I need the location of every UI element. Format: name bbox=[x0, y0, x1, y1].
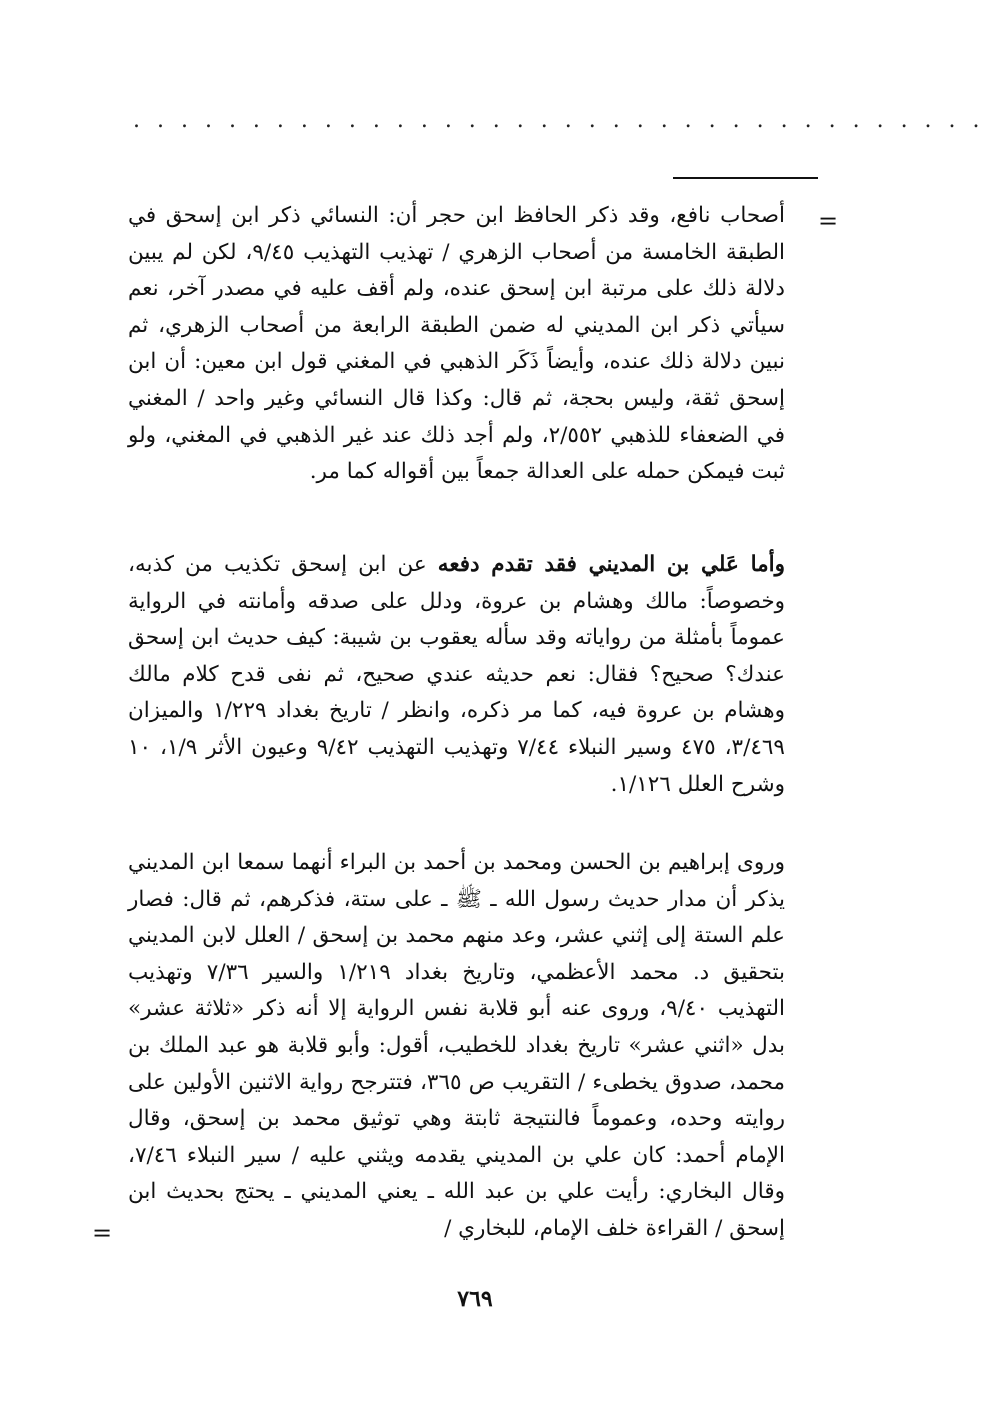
paragraph-lead: وأما عَلي بن المديني فقد تقدم دفعه bbox=[437, 552, 785, 577]
paragraph-text: أصحاب نافع، وقد ذكر الحافظ ابن حجر أن: النسائي ذكر ابن إسحق في الطبقة الخامسة من أصحاب الزهري / تهذيب التهذيب ٩/٤٥، لكن لم يبين دلالة ذلك على مرتبة ابن إسحق عنده، ولم أقف عليه في مصدر آخر، نعم سيأتي ذكر ابن المديني له ضمن الطبقة الرابعة من أصحاب الزهري، ثم نبين دلالة ذلك عنده، وأيضاً ذَكَر الذهبي في المغني قول ابن معين: أن ابن إسحق ثقة، وليس بحجة، ثم قال: وكذا قال النسائي وغير واحد / المغني في الضعفاء للذهبي ٢/٥٥٢، ولم أجد ذلك عند غير الذهبي في المغني، ولو ثبت فيمكن حمله على العدالة جمعاً بين أقواله كما مر. bbox=[128, 203, 786, 485]
footnote-paragraph-3 bbox=[128, 845, 785, 1248]
page-number: ٧٦٩ bbox=[457, 1286, 493, 1312]
dotted-separator: . . . . . . . . . . . . . . . . . . . . . . . . . . . . . . . . . . . . bbox=[133, 108, 985, 133]
paragraph-text: وروى إبراهيم بن الحسن ومحمد بن أحمد بن البراء أنهما سمعا ابن المديني يذكر أن مدار حديث رسول الله ـ ﷺ ـ على ستة، فذكرهم، ثم قال: فصار علم الستة إلى إثني عشر، وعد منهم محمد بن إسحق / العلل لابن المديني بتحقيق د. محمد الأعظمي، وتاريخ بغداد ١/٢١٩ والسير ٧/٣٦ وتهذيب التهذيب ٩/٤٠، وروى عنه أبو قلابة نفس الرواية إلا أنه ذكر «ثلاثة عشر» بدل «اثني عشر» تاريخ بغداد للخطيب، أقول: وأبو قلابة هو عبد الملك بن محمد، صدوق يخطىء / التقريب ص ٣٦٥، فتترجح رواية الاثنين الأولين على روايته وحده، وعموماً فالنتيجة ثابتة وهي توثيق محمد بن إسحق، وقال الإمام أحمد: كان علي بن المديني يقدمه ويثني عليه / سير النبلاء ٧/٤٦، وقال البخاري: رأيت علي بن عبد الله ـ يعني المديني ـ يحتج بحديث ابن إسحق / القراءة خلف الإمام، للبخاري / bbox=[128, 850, 785, 1241]
footnote-paragraph-2 bbox=[128, 547, 785, 803]
footnote-rule bbox=[673, 177, 818, 179]
paragraph-text: عن ابن إسحق تكذيب من كذبه، وخصوصاً: مالك وهشام بن عروة، ودلل على صدقه وأمانته في الرواية عموماً بأمثلة من رواياته وقد سأله يعقوب بن شيبة: كيف حديث ابن إسحق عندك؟ صحيح؟ فقال: نعم حديثه عندي صحيح، ثم نفى قدح كلام مالك وهشام بن عروة فيه، كما مر ذكره، وانظر / تاريخ بغداد ١/٢٢٩ والميزان ٣/٤٦٩، ٤٧٥ وسير النبلاء ٧/٤٤ وتهذيب التهذيب ٩/٤٢ وعيون الأثر ١/٩، ١٠ وشرح العلل ١/١٢٦. bbox=[128, 552, 785, 797]
footnote-paragraph-1 bbox=[128, 198, 785, 491]
continuation-marker-top: = bbox=[818, 207, 839, 235]
continuation-marker-bottom: = bbox=[92, 1219, 113, 1247]
